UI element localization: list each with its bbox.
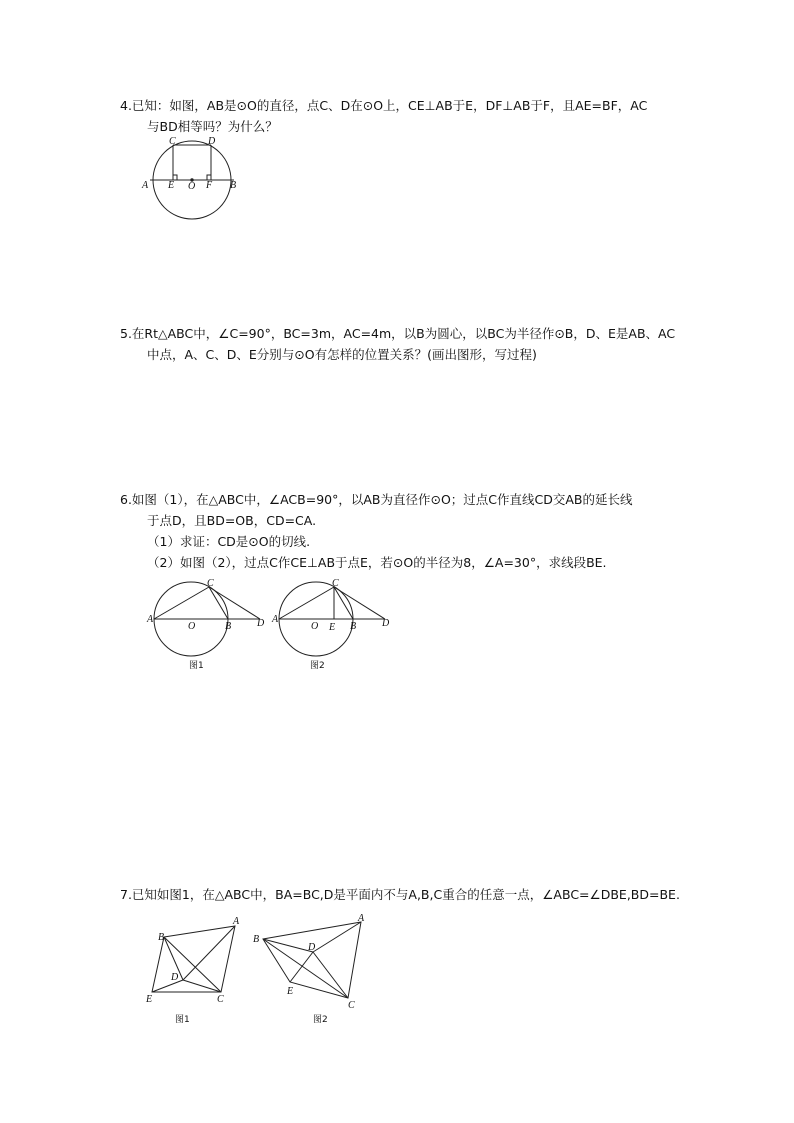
q4-label-e: E bbox=[168, 180, 175, 191]
q4-label-f: F bbox=[206, 180, 213, 191]
q6f1-cb bbox=[209, 587, 228, 619]
q6f1-label-o: O bbox=[188, 621, 196, 632]
q6f2-label-d: D bbox=[382, 618, 390, 629]
q6f2-label-e: E bbox=[329, 622, 336, 633]
q7f2-label-e: E bbox=[287, 986, 294, 997]
q6f2-ac bbox=[279, 587, 334, 619]
q6f2-label-c: C bbox=[332, 578, 339, 589]
q4-label-o: O bbox=[188, 181, 196, 192]
q7f2-bc bbox=[263, 939, 348, 998]
q6f1-ac bbox=[154, 587, 209, 619]
q7f1-de bbox=[152, 980, 183, 992]
q6f1-caption: 图1 bbox=[189, 661, 204, 671]
q7f2-dc bbox=[313, 952, 348, 998]
q6f1-label-d: D bbox=[257, 618, 265, 629]
q7f1-caption: 图1 bbox=[175, 1015, 190, 1025]
q6f2-label-o: O bbox=[311, 621, 319, 632]
q6-line1: 6.如图（1），在△ABC中，∠ACB=90°，以AB为直径作⊙O；过点C作直线CD交AB的延长线 bbox=[120, 492, 633, 507]
q7-figure2 bbox=[250, 912, 375, 1027]
q6f2-cb bbox=[334, 587, 353, 619]
q7-line1: 7.已知如图1，在△ABC中，BA=BC,D是平面内不与A,B,C重合的任意一点，∠ABC=∠DBE,BD=BE. bbox=[120, 887, 680, 902]
q7f1-label-b: B bbox=[158, 932, 165, 943]
q6f1-label-a: A bbox=[147, 614, 154, 625]
q7f2-de bbox=[290, 952, 313, 982]
q6-sub2: （2）如图（2），过点C作CE⊥AB于点E，若⊙O的半径为8，∠A=30°，求线段BE. bbox=[147, 555, 607, 570]
q7f2-label-c: C bbox=[348, 1000, 355, 1011]
q7f1-label-d: D bbox=[171, 972, 179, 983]
q4-label-c: C bbox=[169, 136, 176, 147]
q6f2-label-b: B bbox=[350, 621, 357, 632]
q4-label-d: D bbox=[208, 136, 216, 147]
q6f1-cd bbox=[209, 587, 260, 619]
q6-sub1: （1）求证：CD是⊙O的切线. bbox=[147, 534, 311, 549]
q6-figure1 bbox=[145, 578, 270, 673]
q4-figure bbox=[140, 132, 240, 222]
q6f2-caption: 图2 bbox=[310, 661, 325, 671]
q5-line2: 中点，A、C、D、E分别与⊙O有怎样的位置关系？(画出图形，写过程) bbox=[147, 347, 537, 362]
q5-line1: 5.在Rt△ABC中，∠C=90°，BC=3m，AC=4m，以B为圆心，以BC为半径作⊙B，D、E是AB、AC bbox=[120, 326, 676, 341]
q7f2-label-d: D bbox=[308, 942, 316, 953]
q7f2-label-b: B bbox=[253, 934, 260, 945]
q7f1-ad bbox=[183, 926, 235, 980]
q7f2-label-a: A bbox=[358, 913, 365, 924]
q4-line1: 4.已知：如图，AB是⊙O的直径，点C、D在⊙O上，CE⊥AB于E，DF⊥AB于F，且AE=BF，AC bbox=[120, 98, 648, 113]
q6f2-cd bbox=[334, 587, 385, 619]
q7f1-label-c: C bbox=[217, 994, 224, 1005]
q7f1-label-a: A bbox=[233, 916, 240, 927]
q6f2-label-a: A bbox=[272, 614, 279, 625]
q4-line2: 与BD相等吗？为什么？ bbox=[147, 119, 278, 134]
q7-figure1 bbox=[140, 912, 255, 1027]
q4-label-a: A bbox=[142, 180, 149, 191]
q7f2-caption: 图2 bbox=[313, 1015, 328, 1025]
q4-label-b: B bbox=[230, 180, 237, 191]
q6-figure2 bbox=[270, 578, 395, 673]
q6-line2: 于点D，且BD=OB，CD=CA. bbox=[147, 513, 317, 528]
q7f1-label-e: E bbox=[146, 994, 153, 1005]
q7f1-quad-bace bbox=[152, 926, 235, 992]
q7f2-quad-bace bbox=[263, 922, 361, 998]
q6f1-label-c: C bbox=[207, 578, 214, 589]
q6f1-label-b: B bbox=[225, 621, 232, 632]
